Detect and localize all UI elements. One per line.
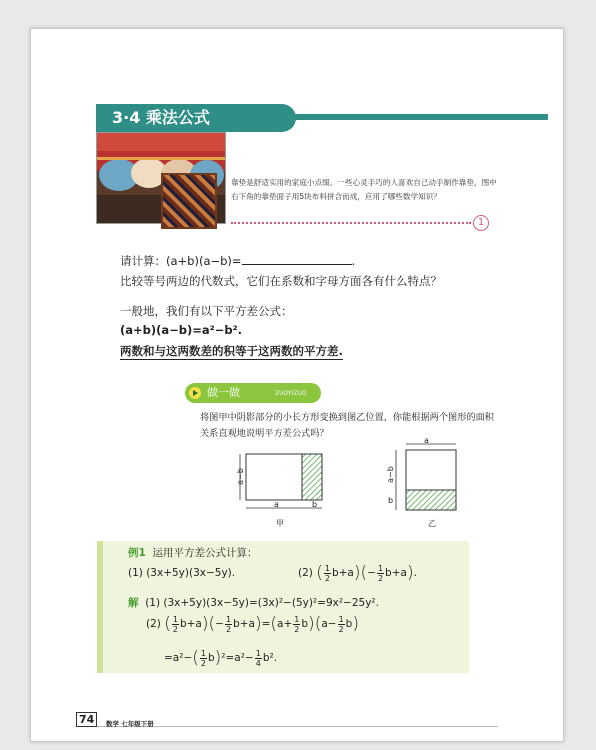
footer-text: 数学 七年级下册 [106,720,154,728]
problem-1: (1) (3x+5y)(3x−5y). [128,567,236,579]
banner-line [295,114,548,120]
cushion-patchwork [161,173,217,229]
frac-n: 1 [172,614,178,624]
problem-2: (2) ( $\frac{1}{2}$ b+a)(− $\frac{1}{2}$ b+a). [298,563,417,583]
frac-d: 2 [294,624,300,634]
example-header [128,545,258,560]
frac-d: 2 [200,658,206,668]
frac-n: 1 [225,614,232,624]
marker-badge: 1 [473,215,489,231]
dotted-divider [231,222,471,224]
label-b-yi: b [388,496,394,505]
section-banner [96,104,296,132]
activity-label: 做一做 [207,386,240,399]
activity-tag [185,383,321,403]
frac-n: 1 [255,648,261,658]
frac-n: 1 [324,563,330,573]
answer-blank [242,254,352,265]
label-a-minus-b-yi: a−b [385,466,395,483]
solution-1-text: (1) (3x+5y)(3x−5y)=(3x)²−(5y)²=9x²−25y². [145,597,379,609]
frac-d: 2 [172,624,178,634]
frac-n: 1 [338,614,344,624]
figure-jia [230,450,330,520]
label-a-yi: a [424,436,429,445]
example-title: 例1 [128,547,146,559]
frac-d: 2 [377,573,384,583]
solution-2: (2) ( $\frac{1}{2}$ b+a)(− $\frac{1}{2}$ b+a)=(a+ $\frac{1}{2}$ b)(a− $\frac{1}{2}$ b) [146,614,359,634]
solution-2-result: =a²−( $\frac{1}{2}$ b)²=a²− $\frac{1}{4}$ b². [164,648,278,668]
frac-d: 4 [255,658,261,668]
label-a-minus-b-jia: a−b [235,468,245,485]
formula: (a+b)(a−b)=a²−b². [120,323,242,337]
solution-1 [128,595,379,610]
frac-n: 1 [200,648,206,658]
intro-text: 靠垫是舒适实用的家庭小点缀。一些心灵手巧的人喜欢自己动手制作靠垫，图中右下角的靠垫面子用5块布料拼合而成，应用了哪些数学知识？ [231,178,497,201]
frac-d: 2 [324,573,330,583]
activity-pinyin: ZUOYIZUO [275,390,307,397]
page-number: 74 [76,712,97,727]
label-b-jia: b [312,500,318,509]
question-1: 请计算：(a+b)(a−b)= . [120,254,356,268]
solution-label: 解 [128,597,139,609]
frac-d: 2 [225,624,232,634]
formula-words: 两数和与这两数差的积等于这两数的平方差. [120,344,343,358]
frac-n: 1 [294,614,300,624]
play-icon [189,387,201,399]
example-prompt: 运用平方差公式计算： [152,547,258,559]
activity-text: 将图甲中阴影部分的小长方形变换到图乙位置，你能根据两个图形的面积关系直观地说明平方差公式吗？ [200,412,494,439]
example-sidebar [97,541,103,673]
problem-2-label: (2) [298,567,313,579]
figure-yi [380,440,480,520]
solution-2-label: (2) [146,618,161,630]
question-2: 比较等号两边的代数式，它们在系数和字母方面各有什么特点？ [120,274,442,288]
label-a-jia: a [274,500,279,509]
caption-yi: 乙 [428,519,436,528]
caption-jia: 甲 [276,519,284,528]
general-intro: 一般地，我们有以下平方差公式： [120,304,293,318]
frac-n: 1 [377,563,384,573]
question-1-text: 请计算：(a+b)(a−b)= [120,254,242,268]
section-title: 3·4 乘法公式 [112,108,210,127]
frac-d: 2 [338,624,344,634]
